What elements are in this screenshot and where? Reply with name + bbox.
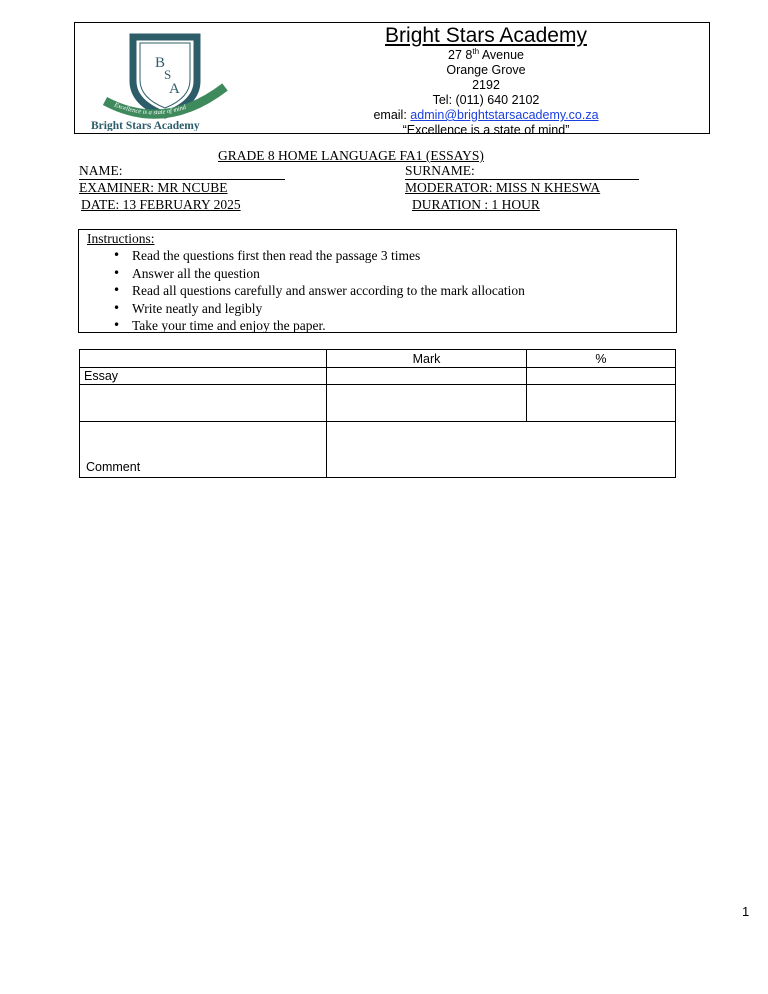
essay-mark-cell[interactable] [327, 368, 527, 385]
logo-initial-a: A [169, 81, 180, 97]
school-postal-code: 2192 [472, 78, 500, 92]
essay-label: Essay [80, 368, 327, 385]
instructions-list [87, 247, 676, 335]
surname-field[interactable] [405, 163, 639, 180]
school-header [74, 22, 710, 137]
table-header-blank [80, 350, 327, 368]
exam-title: GRADE 8 HOME LANGUAGE FA1 (ESSAYS) [218, 148, 484, 163]
logo-initial-s: S [164, 67, 172, 82]
surname-label: SURNAME: [405, 163, 639, 180]
blank-percent-cell[interactable] [526, 385, 675, 422]
school-logo [85, 31, 245, 131]
exam-duration: DURATION : 1 HOUR [412, 197, 540, 212]
logo-initial-b: B [155, 55, 166, 71]
instruction-item: • Read the questions first then read the passage 3 times [132, 247, 676, 265]
instructions-box [78, 229, 677, 333]
blank-cell[interactable] [80, 385, 327, 422]
instruction-item: • Read all questions carefully and answer according to the mark allocation [132, 282, 676, 300]
table-row-comment [80, 422, 676, 478]
school-name: Bright Stars Academy [385, 24, 587, 47]
instructions-heading: Instructions: [87, 231, 155, 246]
table-row-essay [80, 368, 676, 385]
table-header-mark: Mark [327, 350, 527, 368]
school-tel: Tel: (011) 640 2102 [432, 93, 540, 107]
marks-table [79, 349, 676, 478]
table-row-blank [80, 385, 676, 422]
examiner: EXAMINER: MR NCUBE [79, 180, 228, 195]
school-suburb: Orange Grove [446, 63, 526, 77]
table-header-percent: % [526, 350, 675, 368]
moderator: MODERATOR: MISS N KHESWA [405, 180, 601, 195]
name-field[interactable] [79, 163, 285, 180]
comment-cell[interactable] [327, 422, 676, 478]
logo-caption: Bright Stars Academy [91, 120, 200, 131]
instruction-item: • Take your time and enjoy the paper. [132, 317, 676, 335]
instruction-item: • Write neatly and legibly [132, 300, 676, 318]
school-motto: “Excellence is a state of mind” [402, 123, 570, 137]
school-info [337, 23, 635, 138]
table-header-row [80, 350, 676, 368]
blank-mark-cell[interactable] [327, 385, 527, 422]
page-number: 1 [742, 904, 750, 919]
essay-percent-cell[interactable] [526, 368, 675, 385]
instruction-item: • Answer all the question [132, 265, 676, 283]
school-address-line: 27 8th Avenue [448, 46, 524, 62]
comment-label: Comment [80, 422, 327, 478]
logo-ribbon-text: Excellence is a state of mind [113, 101, 187, 117]
school-email-line: email: admin@brightstarsacademy.co.za [373, 108, 599, 122]
exam-date: DATE: 13 FEBRUARY 2025 [81, 197, 241, 212]
email-link[interactable]: admin@brightstarsacademy.co.za [410, 108, 599, 122]
name-label: NAME: [79, 163, 285, 180]
